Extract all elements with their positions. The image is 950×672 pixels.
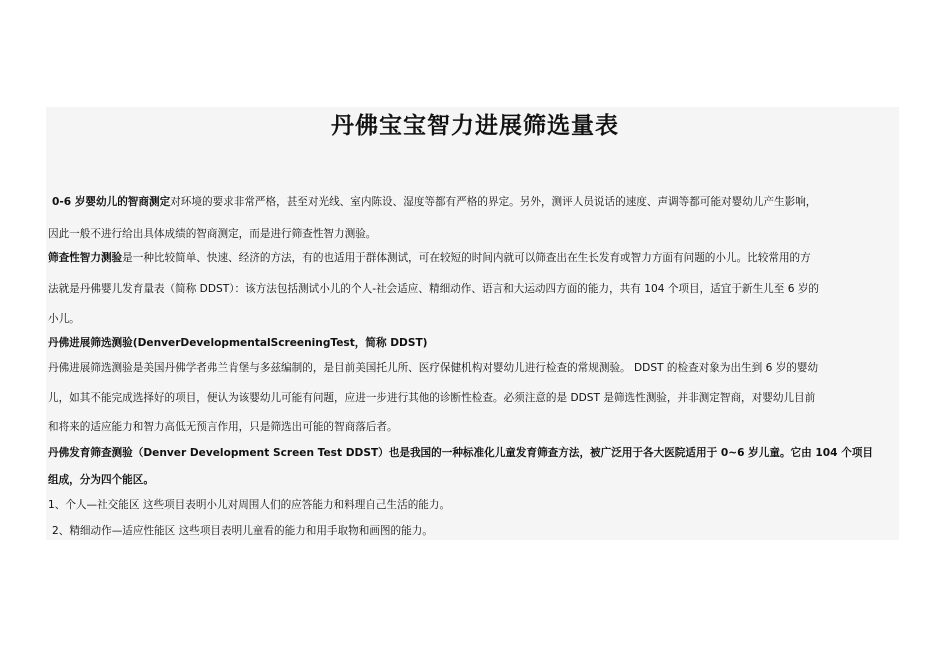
para2-line2: 法就是丹佛婴儿发育量表（简称 DDST）：该方法包括测试小儿的个人-社会适应、精细动作、语言和大运动四方面的能力，共有 104 个项目，适宜于新生儿至 6 岁的 — [48, 283, 820, 295]
para2-line3: 小儿。 — [48, 313, 80, 325]
document-title: 丹佛宝宝智力进展筛选量表 — [331, 112, 619, 139]
para1-bold-lead: 0-6 岁婴幼儿的智商测定 — [52, 196, 171, 208]
para1-line2: 因此一般不进行给出具体成绩的智商测定，而是进行筛查性智力测验。 — [48, 228, 377, 240]
para2-bold-lead: 筛查性智力测验 — [48, 252, 123, 264]
para3-line2: 儿，如其不能完成选择好的项目，便认为该婴幼儿可能有问题，应进一步进行其他的诊断性检查。必须注意的是 DDST 是筛选性测验，并非测定智商，对婴幼儿目前 — [48, 392, 816, 404]
para4-line1: 丹佛发育筛查测验（Denver Development Screen Test DDST）也是我国的一种标准化儿童发育筛查方法，被广泛用于各大医院适用于 0~6 岁儿童。它由 104 个项目 — [48, 447, 874, 459]
para4-line2: 组成，分为四个能区。 — [48, 474, 154, 486]
para3-line1: 丹佛进展筛选测验是美国丹佛学者弗兰肯堡与多兹编制的，是目前美国托儿所、医疗保健机构对婴幼儿进行检查的常规测验。 DDST 的检查对象为出生到 6 岁的婴幼 — [48, 362, 819, 374]
para1-line1-text: 对环境的要求非常严格，甚至对光线、室内陈设、湿度等都有严格的界定。另外，测评人员说话的速度、声调等都可能对婴幼儿产生影响， — [170, 196, 817, 208]
para3-line3: 和将来的适应能力和智力高低无预言作用，只是筛选出可能的智商落后者。 — [48, 421, 398, 433]
section-heading-ddst: 丹佛进展筛选测验(DenverDevelopmentalScreeningTest，简称 DDST) — [48, 337, 428, 349]
para2-line1 — [48, 250, 908, 266]
para1-line1 — [52, 194, 912, 210]
list-item-2: 2、精细动作—适应性能区 这些项目表明儿童看的能力和用手取物和画图的能力。 — [52, 525, 433, 537]
list-item-1: 1、个人—社交能区 这些项目表明小儿对周围人们的应答能力和料理自己生活的能力。 — [48, 499, 451, 511]
para2-line1-text: 是一种比较简单、快速、经济的方法，有的也适用于群体测试，可在较短的时间内就可以筛查出在生长发育或智力方面有问题的小儿。比较常用的方 — [122, 252, 811, 264]
